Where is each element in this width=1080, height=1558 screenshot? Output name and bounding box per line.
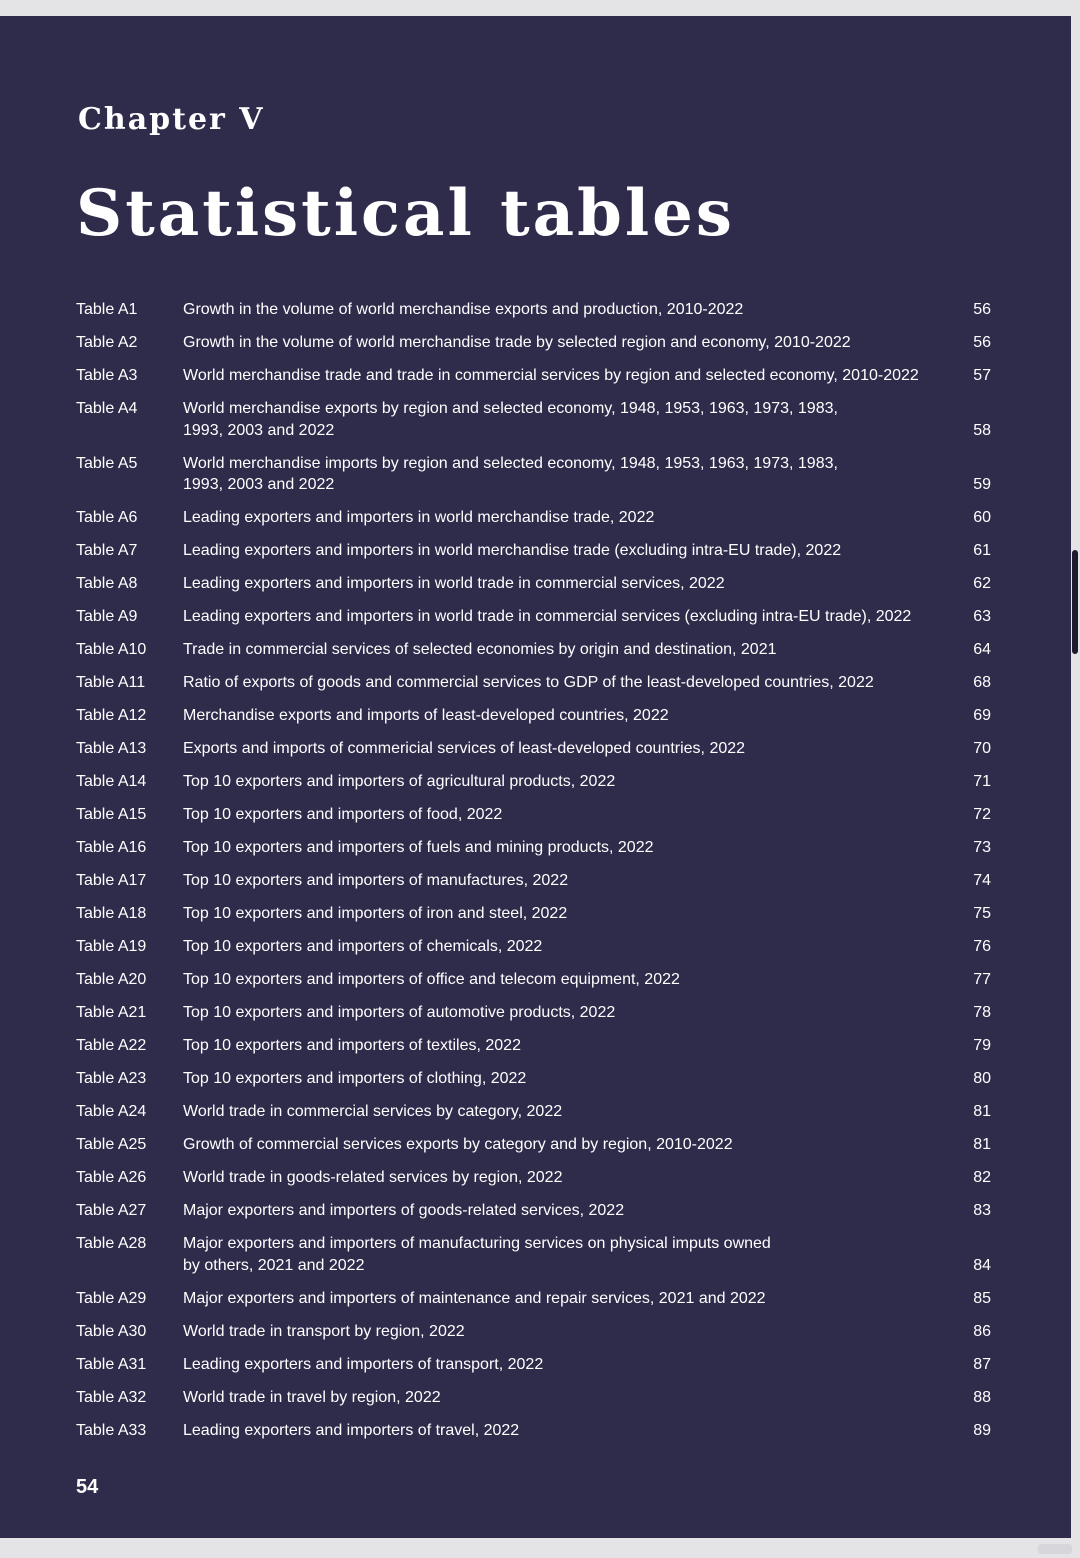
- toc-table-title: Top 10 exporters and importers of manufactures, 2022: [183, 872, 569, 889]
- toc-table-number: Table A32: [76, 1388, 147, 1406]
- toc-table-number: Table A21: [76, 1004, 147, 1021]
- toc-page-number: 56: [973, 301, 991, 318]
- toc-table-title: Growth in the volume of world merchandise trade by selected region and economy, 2010-2022: [183, 334, 851, 351]
- toc-table-number: Table A8: [76, 575, 138, 592]
- toc-table-number: Table A5: [76, 454, 138, 472]
- toc-page-number: 76: [973, 938, 991, 955]
- toc-entry[interactable]: [76, 573, 991, 595]
- toc-entry[interactable]: [76, 738, 991, 760]
- toc-table-number: Table A1: [76, 301, 138, 318]
- toc-table-number: Table A22: [76, 1037, 147, 1054]
- toc-table-number: Table A30: [76, 1322, 147, 1340]
- toc-table-number: Table A29: [76, 1289, 147, 1307]
- toc-table-title: Top 10 exporters and importers of textiles, 2022: [183, 1037, 521, 1054]
- toc-table-number: Table A28: [76, 1235, 147, 1252]
- toc-table-title: Leading exporters and importers in world merchandise trade (excluding intra-EU trade), 2022: [183, 542, 842, 559]
- toc-table-number: Table A4: [76, 400, 138, 417]
- toc-entry[interactable]: [76, 1002, 991, 1024]
- toc-entry[interactable]: [76, 672, 991, 694]
- toc-table-title: Growth in the volume of world merchandise exports and production, 2010-2022: [183, 301, 744, 318]
- toc-table-title: Top 10 exporters and importers of chemicals, 2022: [183, 938, 543, 955]
- toc-page-number: 56: [973, 334, 991, 351]
- toc-entry[interactable]: [76, 398, 991, 441]
- toc-entry[interactable]: [76, 606, 991, 628]
- toc-entry[interactable]: [76, 1321, 991, 1343]
- toc-page-number: 79: [973, 1037, 991, 1054]
- toc-entry[interactable]: [76, 540, 991, 562]
- toc-table-number: Table A2: [76, 334, 138, 351]
- toc-page-number: 89: [973, 1421, 991, 1439]
- toc-page-number: 68: [973, 674, 991, 691]
- toc-table-title: Major exporters and importers of goods-related services, 2022: [183, 1202, 625, 1219]
- toc-table-title: Ratio of exports of goods and commercial services to GDP of the least-developed countries, 2022: [183, 674, 874, 691]
- toc-page-number: 81: [973, 1103, 991, 1120]
- toc-page-number: 81: [973, 1136, 991, 1153]
- watermark-badge: [1038, 1544, 1072, 1554]
- toc-page-number: 60: [973, 509, 991, 526]
- toc-table-number: Table A13: [76, 740, 147, 757]
- toc-table-title: World trade in commercial services by category, 2022: [183, 1103, 563, 1120]
- toc-table-title: Top 10 exporters and importers of automotive products, 2022: [183, 1004, 616, 1021]
- toc-page-number: 83: [973, 1202, 991, 1219]
- toc-page-number: 77: [973, 971, 991, 988]
- toc-page-number: 57: [973, 367, 991, 384]
- toc-page-number: 61: [973, 542, 991, 559]
- toc-table-number: Table A11: [76, 674, 146, 691]
- toc-table-number: Table A17: [76, 872, 147, 889]
- toc-entry[interactable]: [76, 1101, 991, 1123]
- toc-table-title: Leading exporters and importers in world merchandise trade, 2022: [183, 509, 655, 526]
- toc-table-title: Merchandise exports and imports of least-developed countries, 2022: [183, 707, 669, 724]
- toc-entry[interactable]: [76, 1134, 991, 1156]
- toc-table-title: World trade in transport by region, 2022: [183, 1322, 465, 1340]
- toc-table-title: Growth of commercial services exports by category and by region, 2010-2022: [183, 1136, 733, 1153]
- toc-table-title: Top 10 exporters and importers of agricultural products, 2022: [183, 773, 616, 790]
- toc-page-number: 85: [973, 1289, 991, 1307]
- toc-table-title: Top 10 exporters and importers of food, 2022: [183, 806, 503, 823]
- toc-entry[interactable]: [76, 1068, 991, 1090]
- toc-table-number: Table A10: [76, 641, 147, 658]
- toc-table-number: Table A24: [76, 1103, 147, 1120]
- toc-page-number: 82: [973, 1169, 991, 1186]
- toc-table-title: Leading exporters and importers in world trade in commercial services, 2022: [183, 575, 725, 592]
- toc-table-title: Leading exporters and importers in world trade in commercial services (excluding intra-EU trade), 2022: [183, 608, 912, 625]
- toc-table-number: Table A3: [76, 367, 138, 384]
- vertical-scrollbar[interactable]: [1072, 550, 1078, 654]
- toc-table-title: Top 10 exporters and importers of clothing, 2022: [183, 1070, 527, 1087]
- toc-page-number: 80: [973, 1070, 991, 1087]
- toc-page-number: 59: [973, 476, 991, 493]
- toc-page-number: 88: [973, 1388, 991, 1406]
- toc-page-number: 87: [973, 1355, 991, 1373]
- toc-table-title: Major exporters and importers of manufacturing services on physical imputs owned by others, 2021 and 2022: [183, 1235, 771, 1274]
- toc-table-title: Top 10 exporters and importers of iron and steel, 2022: [183, 905, 568, 922]
- toc-table-title: Leading exporters and importers of travel, 2022: [183, 1421, 520, 1439]
- toc-table-number: Table A26: [76, 1169, 147, 1186]
- toc-table-title: World merchandise exports by region and selected economy, 1948, 1953, 1963, 1973, 1983, 1993, 2003 and 2022: [183, 400, 838, 439]
- toc-table-title: Leading exporters and importers of transport, 2022: [183, 1355, 544, 1373]
- toc-entry[interactable]: [76, 1035, 991, 1057]
- toc-page-number: 74: [973, 872, 991, 889]
- toc-entry[interactable]: [76, 870, 991, 892]
- toc-entry[interactable]: [76, 365, 991, 387]
- toc-table-number: Table A25: [76, 1136, 147, 1153]
- toc-page-number: 75: [973, 905, 991, 922]
- toc-table-number: Table A9: [76, 608, 138, 625]
- toc-table-title: World merchandise trade and trade in commercial services by region and selected economy, 2010-2022: [183, 367, 919, 384]
- toc-table-number: Table A16: [76, 839, 147, 856]
- page-number: 54: [76, 1476, 99, 1498]
- toc-entry[interactable]: [76, 332, 991, 354]
- toc-table-number: Table A20: [76, 971, 147, 988]
- toc-entry[interactable]: [76, 804, 991, 826]
- toc-entry[interactable]: [76, 705, 991, 727]
- chapter-label: Chapter V: [78, 102, 265, 137]
- toc-table-title: World trade in goods-related services by region, 2022: [183, 1169, 563, 1186]
- toc-page-number: 73: [973, 839, 991, 856]
- toc-table-title: World merchandise imports by region and selected economy, 1948, 1953, 1963, 1973, 1983, 1993, 2003 and 2022: [183, 454, 838, 493]
- toc-entry[interactable]: [76, 1167, 991, 1189]
- toc-table-number: Table A7: [76, 542, 138, 559]
- toc-table-number: Table A12: [76, 707, 147, 724]
- toc-entry[interactable]: [76, 507, 991, 529]
- toc-page-number: 86: [973, 1322, 991, 1340]
- toc-table-number: Table A19: [76, 938, 147, 955]
- toc-table-title: Exports and imports of commericial services of least-developed countries, 2022: [183, 740, 746, 757]
- toc-page-number: 64: [973, 641, 991, 658]
- toc-entry[interactable]: [76, 1420, 991, 1442]
- toc-table-number: Table A33: [76, 1421, 147, 1439]
- table-of-contents: [76, 299, 991, 1453]
- toc-page-number: 62: [973, 575, 991, 592]
- toc-table-number: Table A6: [76, 509, 138, 526]
- toc-table-title: Major exporters and importers of maintenance and repair services, 2021 and 2022: [183, 1289, 766, 1307]
- page-title: Statistical tables: [76, 176, 735, 251]
- toc-page-number: 63: [973, 608, 991, 625]
- toc-table-number: Table A31: [76, 1355, 147, 1373]
- toc-entry[interactable]: [76, 1354, 991, 1376]
- toc-table-number: Table A18: [76, 905, 147, 922]
- toc-page-number: 70: [973, 740, 991, 757]
- toc-entry[interactable]: [76, 903, 991, 925]
- toc-entry[interactable]: [76, 1233, 991, 1276]
- toc-table-title: Trade in commercial services of selected economies by origin and destination, 2021: [183, 641, 777, 658]
- toc-entry[interactable]: [76, 299, 991, 321]
- toc-table-number: Table A23: [76, 1070, 147, 1087]
- toc-page-number: 78: [973, 1004, 991, 1021]
- toc-page-number: 71: [973, 773, 991, 790]
- toc-table-title: Top 10 exporters and importers of fuels and mining products, 2022: [183, 839, 654, 856]
- toc-table-title: World trade in travel by region, 2022: [183, 1388, 441, 1406]
- toc-entry[interactable]: [76, 837, 991, 859]
- toc-table-number: Table A15: [76, 806, 147, 823]
- toc-entry[interactable]: [76, 453, 991, 496]
- toc-entry[interactable]: [76, 1387, 991, 1409]
- toc-entry[interactable]: [76, 936, 991, 958]
- document-page: [0, 16, 1071, 1538]
- toc-entry[interactable]: [76, 771, 991, 793]
- toc-table-number: Table A14: [76, 773, 147, 790]
- toc-table-number: Table A27: [76, 1202, 147, 1219]
- toc-entry[interactable]: [76, 969, 991, 991]
- toc-page-number: 84: [973, 1256, 991, 1274]
- toc-page-number: 69: [973, 707, 991, 724]
- toc-table-title: Top 10 exporters and importers of office and telecom equipment, 2022: [183, 971, 680, 988]
- toc-page-number: 72: [973, 806, 991, 823]
- toc-entry[interactable]: [76, 1288, 991, 1310]
- toc-entry[interactable]: [76, 639, 991, 661]
- toc-page-number: 58: [973, 421, 991, 439]
- toc-entry[interactable]: [76, 1200, 991, 1222]
